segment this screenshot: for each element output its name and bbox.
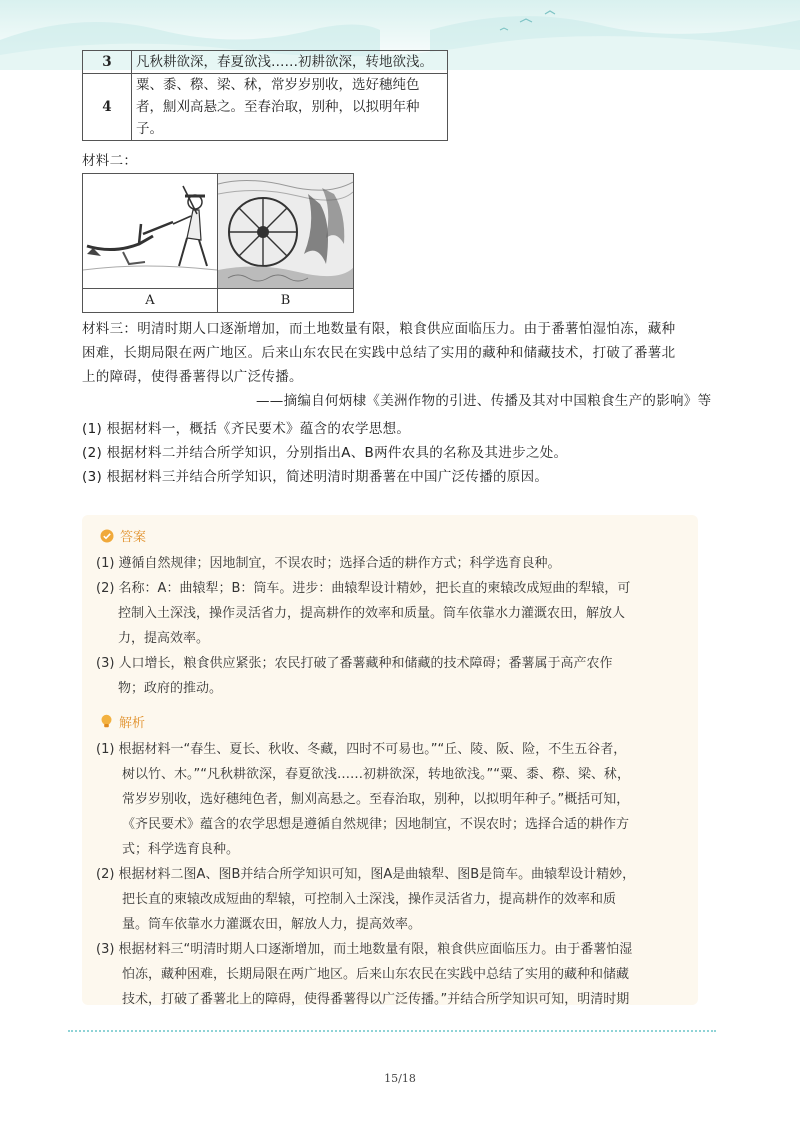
analysis-line: (1) 根据材料一“春生、夏长、秋收、冬藏，四时不可易也。”“丘、陵、阪、险，不生五谷者， — [96, 742, 627, 757]
lightbulb-icon — [100, 714, 113, 729]
row-line: 凡秋耕欲深，春夏欲浅……初耕欲深，转地欲浅。 — [136, 54, 433, 70]
row-text — [132, 51, 448, 74]
page-number: 15/18 — [384, 1072, 416, 1085]
analysis-line: 把长直的柬辕改成短曲的犁辕，可控制入土深浅，操作灵活省力，提高耕作的效率和质 — [122, 892, 617, 907]
question-item: (1) 根据材料一，概括《齐民要术》蕴含的农学思想。 — [82, 421, 411, 437]
row-line: 粟、黍、穄、梁、秫，常岁岁别收，选好穗纯色 — [136, 77, 420, 93]
analysis-line: 树以竹、木。”“凡秋耕欲深，春夏欲浅……初耕欲深，转地欲浅。”“粟、黍、穄、梁、秫， — [122, 767, 630, 782]
footer-divider — [68, 1030, 716, 1032]
analysis-line: 怕冻，藏种困难，长期局限在两广地区。后来山东农民在实践中总结了实用的藏种和储藏 — [122, 967, 630, 982]
answer-line: 物；政府的推动。 — [118, 681, 223, 696]
table-row — [83, 51, 448, 74]
row-text — [132, 74, 448, 141]
question-item: (3) 根据材料三并结合所学知识，简述明清时期番薯在中国广泛传播的原因。 — [82, 469, 549, 485]
material1-table — [82, 50, 448, 141]
answer-title: 答案 — [120, 530, 147, 545]
answer-line: (1) 遵循自然规律；因地制宜，不误农时；选择合适的耕作方式；科学选育良种。 — [96, 556, 561, 571]
material3-line: 上的障碍，使得番薯得以广泛传播。 — [82, 369, 303, 385]
answer-heading — [100, 526, 146, 545]
check-circle-icon — [100, 529, 114, 543]
analysis-line: 量。筒车依靠水力灌溉农田，解放人力，提高效率。 — [122, 917, 422, 932]
row-number: 3 — [83, 51, 132, 74]
answer-line: 控制入土深浅，操作灵活省力，提高耕作的效率和质量。筒车依靠水力灌溉农田，解放人 — [118, 606, 626, 621]
material3-line: 困难，长期局限在两广地区。后来山东农民在实践中总结了实用的藏种和储藏技术，打破了番薯北 — [82, 345, 676, 361]
row-line: 子。 — [136, 121, 163, 137]
analysis-line: (3) 根据材料三“明清时期人口逐渐增加，而土地数量有限，粮食供应面临压力。由于番薯怕湿 — [96, 942, 633, 957]
answer-line: 力，提高效率。 — [118, 631, 210, 646]
question-item: (2) 根据材料二并结合所学知识，分别指出A、B两件农具的名称及其进步之处。 — [82, 445, 568, 461]
row-number: 4 — [83, 74, 132, 141]
plough-illustration — [83, 174, 218, 288]
waterwheel-illustration — [218, 174, 353, 288]
analysis-line: 技术，打破了番薯北上的障碍，使得番薯得以广泛传播。”并结合所学知识可知，明清时期 — [122, 992, 630, 1007]
figure-caption-b: B — [218, 288, 353, 313]
analysis-line: 常岁岁别收，选好穗纯色者，劁刈高悬之。至春治取，别种，以拟明年种子。”概括可知， — [122, 792, 630, 807]
analysis-title: 解析 — [119, 716, 146, 731]
table-row — [83, 74, 448, 141]
row-line: 者，劁刈高悬之。至春治取，别种，以拟明年种 — [136, 99, 420, 115]
citation: ——摘编自何炳棣《美洲作物的引进、传播及其对中国粮食生产的影响》等 — [256, 393, 712, 409]
analysis-line: (2) 根据材料二图A、图B并结合所学知识可知，图A是曲辕犁、图B是筒车。曲辕犁设计精妙， — [96, 867, 636, 882]
analysis-line: 式；科学选育良种。 — [122, 842, 240, 857]
figure-caption-a: A — [83, 288, 218, 313]
material2-label: 材料二： — [82, 153, 138, 169]
material2-figures — [82, 173, 354, 313]
material3-line: 材料三：明清时期人口逐渐增加，而土地数量有限，粮食供应面临压力。由于番薯怕湿怕冻，藏种 — [82, 321, 676, 337]
answer-panel — [82, 515, 698, 1005]
answer-line: (3) 人口增长，粮食供应紧张；农民打破了番薯藏种和储藏的技术障碍；番薯属于高产农作 — [96, 656, 613, 671]
analysis-line: 《齐民要术》蕴含的农学思想是遵循自然规律；因地制宜，不误农时；选择合适的耕作方 — [122, 817, 630, 832]
answer-line: (2) 名称：A：曲辕犁；B：筒车。进步：曲辕犁设计精妙，把长直的柬辕改成短曲的犁辕，可 — [96, 581, 631, 596]
analysis-heading — [100, 712, 145, 731]
